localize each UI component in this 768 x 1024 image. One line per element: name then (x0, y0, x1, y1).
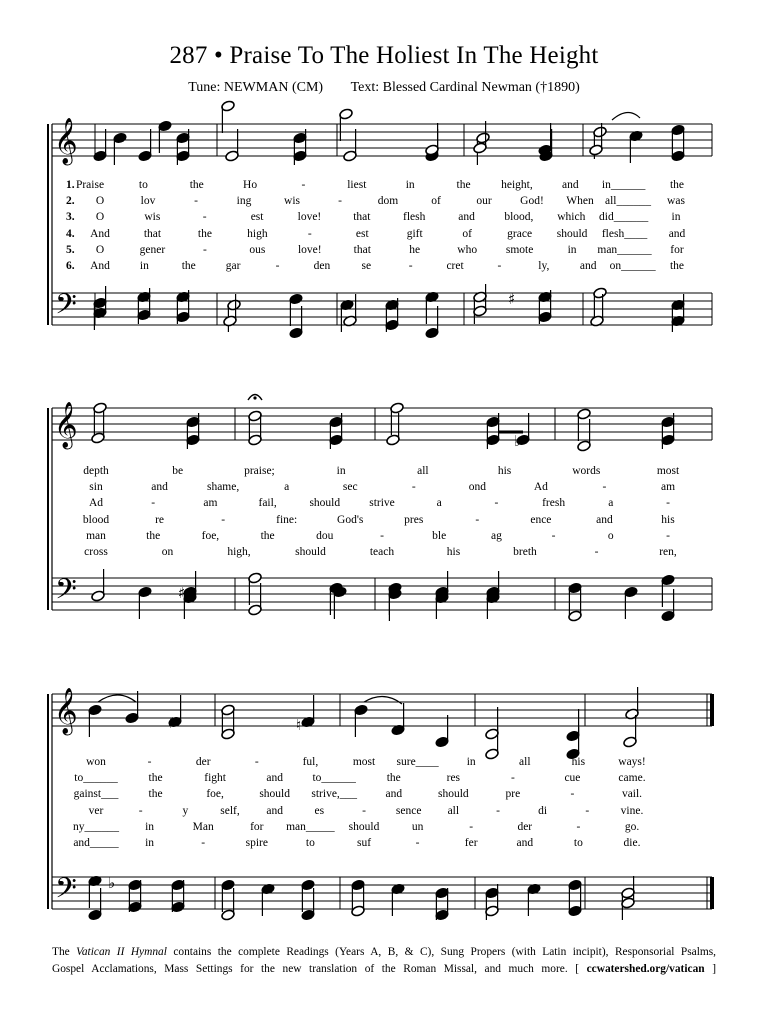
lyric-syllable: self, (220, 804, 240, 817)
lyric-syllable: won (86, 756, 106, 768)
slur (364, 696, 402, 704)
verse-number: 5. (66, 243, 75, 256)
lyric-syllable: shame, (206, 481, 240, 494)
lyric-syllable: go. (624, 820, 640, 833)
lyric-syllable: Ad (533, 481, 548, 494)
lyric-syllable: on (161, 546, 174, 558)
lyric-syllable: strive (369, 497, 395, 510)
lyric-syllable: the (260, 529, 275, 542)
lyric-syllable: - (602, 481, 607, 494)
lyric-syllable: - (202, 243, 207, 256)
bass-clef-icon: 𝄢 (55, 573, 77, 613)
lyric-syllable: that (353, 211, 371, 224)
lyric-syllable: - (415, 837, 420, 849)
lyric-syllable: - (494, 497, 499, 510)
lyric-syllable: ver (88, 804, 104, 817)
lyric-syllable: all______ (605, 195, 651, 208)
lyric-syllable: blood, (504, 211, 534, 224)
lyric-syllable: gainst___ (73, 788, 119, 801)
lyric-syllable: his (446, 546, 461, 558)
lyric-syllable: who (457, 243, 478, 256)
lyric-syllable: der (517, 820, 533, 833)
lyric-syllable: pres (404, 513, 424, 526)
lyric-syllable: o (607, 529, 614, 542)
verse-number: 1. (66, 179, 75, 191)
lyric-syllable: - (380, 529, 384, 542)
accidental-icon: ♯ (508, 290, 516, 308)
lyric-syllable: to______ (74, 772, 118, 785)
lyric-syllable: smote (505, 243, 534, 256)
lyric-syllable: - (497, 260, 502, 272)
lyric-syllable: flesh (402, 211, 426, 224)
lyric-syllable: wis (284, 195, 300, 208)
lyric-syllable: - (666, 529, 670, 542)
lyric-syllable: - (194, 195, 198, 208)
lyric-syllable: a (284, 481, 290, 494)
lyric-syllable: the (146, 529, 161, 542)
lyric-syllable: was (667, 195, 685, 208)
lyric-syllable: man_____ (286, 820, 335, 833)
lyric-syllable: sure____ (396, 756, 439, 768)
hymn-title: 287 • Praise To The Holiest In The Height (169, 42, 599, 69)
lyric-syllable: all (417, 465, 429, 477)
lyric-syllable: and (385, 788, 403, 801)
lyric-syllable: ful, (302, 756, 319, 768)
lyric-syllable: all (447, 804, 460, 817)
lyric-syllable: - (469, 820, 474, 833)
lyric-syllable: fine: (276, 513, 298, 526)
lyric-syllable: on______ (609, 260, 656, 272)
lyric-syllable: sin (89, 481, 103, 494)
lyric-syllable: for (250, 820, 264, 833)
lyric-syllable: the (197, 227, 212, 240)
lyric-syllable: ag (490, 529, 502, 542)
lyric-syllable: love! (297, 243, 322, 256)
lyric-syllable: y (182, 804, 189, 817)
lyric-syllable: blood (82, 513, 110, 526)
accidental-icon: ♭ (514, 432, 522, 450)
lyric-syllable: of (431, 195, 441, 208)
lyric-syllable: And (90, 260, 110, 272)
lyric-syllable: ond (468, 481, 486, 494)
lyric-syllable: in (405, 179, 415, 191)
accidental-icon: ♯ (168, 714, 176, 732)
lyric-syllable: liest (347, 179, 367, 191)
accidental-icon: ♮ (296, 716, 302, 734)
lyric-syllable: words (572, 465, 601, 477)
lyric-syllable: - (594, 546, 599, 558)
lyric-syllable: Ho (243, 179, 258, 191)
lyric-syllable: flesh____ (601, 227, 648, 240)
lyric-syllable: - (475, 513, 480, 526)
lyric-syllable: in (466, 756, 476, 768)
lyric-syllable: est (250, 211, 264, 224)
lyric-syllable: - (147, 756, 152, 768)
lyric-syllable: ble (432, 529, 447, 542)
lyric-syllable: ny______ (73, 820, 119, 833)
lyric-syllable: ence (530, 513, 552, 526)
lyric-syllable: - (138, 804, 143, 817)
lyric-syllable: which (557, 211, 586, 224)
lyric-syllable: should (259, 788, 290, 801)
verse-number: 4. (66, 227, 75, 240)
lyric-syllable: his (571, 756, 586, 768)
lyric-syllable: O (95, 243, 105, 256)
lyric-syllable: Man (192, 820, 214, 833)
lyric-syllable: a (436, 497, 442, 510)
lyric-syllable: that (143, 227, 162, 240)
footer-note (52, 944, 716, 978)
lyric-syllable: and (561, 179, 579, 191)
lyric-syllable: to (305, 837, 315, 849)
lyric-syllable: re (155, 513, 165, 526)
lyric-syllable: - (585, 804, 590, 817)
lyric-syllable: vail. (621, 788, 643, 801)
lyric-syllable: - (362, 804, 366, 817)
tune-credit: Tune: NEWMAN (CM) (188, 80, 324, 95)
verse-number: 2. (66, 195, 75, 208)
lyric-syllable: fer (464, 837, 478, 849)
lyric-syllable: the (386, 772, 401, 785)
text-credit: Text: Blessed Cardinal Newman (†1890) (350, 80, 580, 95)
lyric-syllable: for (670, 243, 684, 256)
lyric-syllable: his (661, 513, 675, 526)
lyric-syllable: and (579, 260, 597, 272)
lyric-syllable: grace (507, 227, 533, 240)
lyric-syllable: O (95, 195, 105, 208)
lyric-syllable: he (409, 243, 421, 256)
lyric-syllable: in (145, 820, 155, 833)
lyric-syllable: - (570, 788, 575, 801)
lyric-syllable: ways! (618, 756, 646, 768)
lyric-syllable: and (458, 211, 475, 224)
lyric-syllable: should (348, 820, 380, 833)
lyric-syllable: praise; (244, 465, 275, 477)
lyric-syllable: gener (139, 243, 166, 256)
lyric-syllable: the (181, 260, 196, 272)
lyric-syllable: be (172, 465, 184, 477)
lyric-syllable: Praise (75, 179, 105, 191)
lyric-syllable: and (668, 227, 686, 240)
lyric-syllable: in (671, 211, 681, 224)
accidental-icon: ♯ (178, 584, 186, 602)
lyric-syllable: cue (564, 772, 581, 785)
lyric-syllable: - (496, 804, 500, 817)
lyric-syllable: dou (316, 529, 334, 542)
lyric-syllable: gift (406, 227, 423, 240)
lyric-syllable: fresh (542, 497, 566, 510)
lyric-syllable: in (567, 243, 577, 256)
treble-clef-icon: 𝄞 (54, 118, 78, 164)
lyric-syllable: God! (520, 195, 544, 208)
lyric-syllable: - (666, 497, 670, 510)
footer-line-2: Gospel Acclamations, Mass Settings for the new translation of the Roman Missal, and much more. [ ccwatershed.org/vatican ] (52, 963, 716, 975)
lyric-syllable: - (151, 497, 156, 510)
lyric-syllable: and (596, 513, 613, 526)
lyric-syllable: depth (83, 465, 109, 477)
lyric-syllable: foe, (206, 788, 224, 801)
lyric-syllable: sence (395, 804, 422, 817)
lyric-syllable: fight (204, 772, 226, 785)
lyric-syllable: all (519, 756, 531, 768)
lyric-syllable: love! (297, 211, 322, 224)
lyric-syllable: - (275, 260, 280, 272)
lyric-syllable: the (669, 179, 685, 191)
lyric-syllable: to (573, 837, 583, 849)
treble-clef-icon: 𝄞 (54, 688, 78, 734)
lyric-syllable: the (148, 772, 163, 785)
bass-clef-icon: 𝄢 (55, 288, 77, 328)
lyric-syllable: wis (144, 211, 161, 224)
lyric-syllable: to (138, 179, 148, 191)
lyric-syllable: sec (342, 481, 358, 494)
lyric-syllable: the (148, 788, 163, 801)
lyric-syllable: ren, (659, 546, 677, 558)
lyric-syllable: - (201, 837, 206, 849)
lyric-syllable: vine. (620, 804, 644, 817)
lyric-syllable: foe, (201, 529, 220, 542)
lyric-syllable: Ad (88, 497, 104, 510)
lyric-syllable: ous (249, 243, 266, 256)
lyric-syllable: am (203, 497, 218, 510)
accidental-icon: ♭ (108, 874, 116, 892)
lyric-syllable: in______ (601, 179, 646, 191)
lyric-syllable: - (307, 227, 312, 240)
lyric-syllable: - (408, 260, 413, 272)
lyric-syllable: his (497, 465, 512, 477)
lyric-syllable: should (309, 497, 341, 510)
lyric-syllable: man______ (597, 243, 652, 256)
lyric-syllable: in (145, 837, 155, 849)
lyric-syllable: to______ (312, 772, 356, 785)
lyric-syllable: and (266, 804, 283, 817)
bass-clef-icon: 𝄢 (55, 872, 77, 912)
lyric-syllable: die. (623, 837, 641, 849)
lyric-syllable: den (313, 260, 331, 272)
fermata-dot (253, 396, 256, 399)
lyric-syllable: should (437, 788, 469, 801)
lyric-syllable: fail, (258, 497, 277, 510)
lyric-syllable: did______ (599, 211, 649, 224)
lyric-syllable: - (551, 529, 556, 542)
lyric-syllable: and_____ (73, 837, 119, 849)
treble-clef-icon: 𝄞 (54, 402, 78, 448)
lyric-syllable: pre (505, 788, 521, 801)
lyric-syllable: of (462, 227, 472, 240)
lyric-syllable: - (221, 513, 226, 526)
footer-line-1: The Vatican II Hymnal contains the complete Readings (Years A, B, & C), Sung Propers (with Latin incipit), Responsorial Psalms, (52, 946, 716, 958)
lyric-syllable: the (189, 179, 204, 191)
lyric-syllable: most (656, 465, 680, 477)
lyric-syllable: man (86, 529, 106, 542)
lyric-syllable: spire (245, 837, 268, 849)
book-title: Vatican II Hymnal (76, 946, 167, 958)
lyric-syllable: a (608, 497, 614, 510)
lyric-syllable: se (361, 260, 372, 272)
lyric-syllable: am (660, 481, 676, 494)
website-link[interactable]: ccwatershed.org/vatican (586, 963, 705, 975)
lyric-syllable: - (338, 195, 342, 208)
lyric-syllable: - (254, 756, 259, 768)
lyric-syllable: suf (356, 837, 372, 849)
lyric-syllable: And (90, 227, 110, 240)
lyric-syllable: der (195, 756, 211, 768)
lyric-syllable: the (456, 179, 471, 191)
lyric-syllable: our (476, 195, 492, 208)
lyric-syllable: strive,___ (311, 788, 358, 801)
lyric-syllable: lov (140, 195, 156, 208)
lyric-syllable: in (336, 465, 346, 477)
lyric-syllable: high, (227, 546, 251, 558)
lyric-syllable: the (669, 260, 685, 272)
slur (612, 112, 640, 120)
lyric-syllable: When (566, 195, 594, 208)
lyric-syllable: es (314, 804, 325, 817)
lyric-syllable: most (352, 756, 376, 768)
lyric-syllable: high (247, 227, 268, 240)
verse-number: 6. (66, 260, 75, 272)
lyric-syllable: - (411, 481, 416, 494)
lyric-syllable: breth (513, 546, 537, 558)
lyric-syllable: and (151, 481, 168, 494)
lyric-syllable: should (556, 227, 588, 240)
lyric-syllable: and (516, 837, 534, 849)
lyric-syllable: gar (225, 260, 241, 272)
lyric-syllable: cross (84, 546, 108, 558)
lyric-syllable: - (301, 179, 306, 191)
verse-number: 3. (66, 211, 75, 224)
lyric-syllable: O (95, 211, 105, 224)
lyric-syllable: should (295, 546, 326, 558)
lyric-syllable: teach (369, 546, 395, 558)
lyric-syllable: came. (618, 772, 646, 785)
lyric-syllable: ing (236, 195, 252, 208)
lyric-syllable: dom (377, 195, 399, 208)
lyric-syllable: and (266, 772, 283, 785)
lyric-syllable: est (355, 227, 369, 240)
lyric-syllable: - (202, 211, 207, 224)
lyric-syllable: that (353, 243, 371, 256)
lyric-syllable: ly, (538, 260, 550, 272)
lyric-syllable: res (446, 772, 461, 785)
lyric-syllable: God's (337, 513, 364, 526)
lyric-syllable: in (139, 260, 149, 272)
lyric-syllable: di (538, 804, 548, 817)
lyric-syllable: - (576, 820, 581, 833)
slur (98, 695, 136, 702)
lyric-syllable: un (411, 820, 424, 833)
lyric-syllable: cret (446, 260, 464, 272)
lyric-syllable: height, (501, 179, 533, 191)
lyric-syllable: - (510, 772, 515, 785)
